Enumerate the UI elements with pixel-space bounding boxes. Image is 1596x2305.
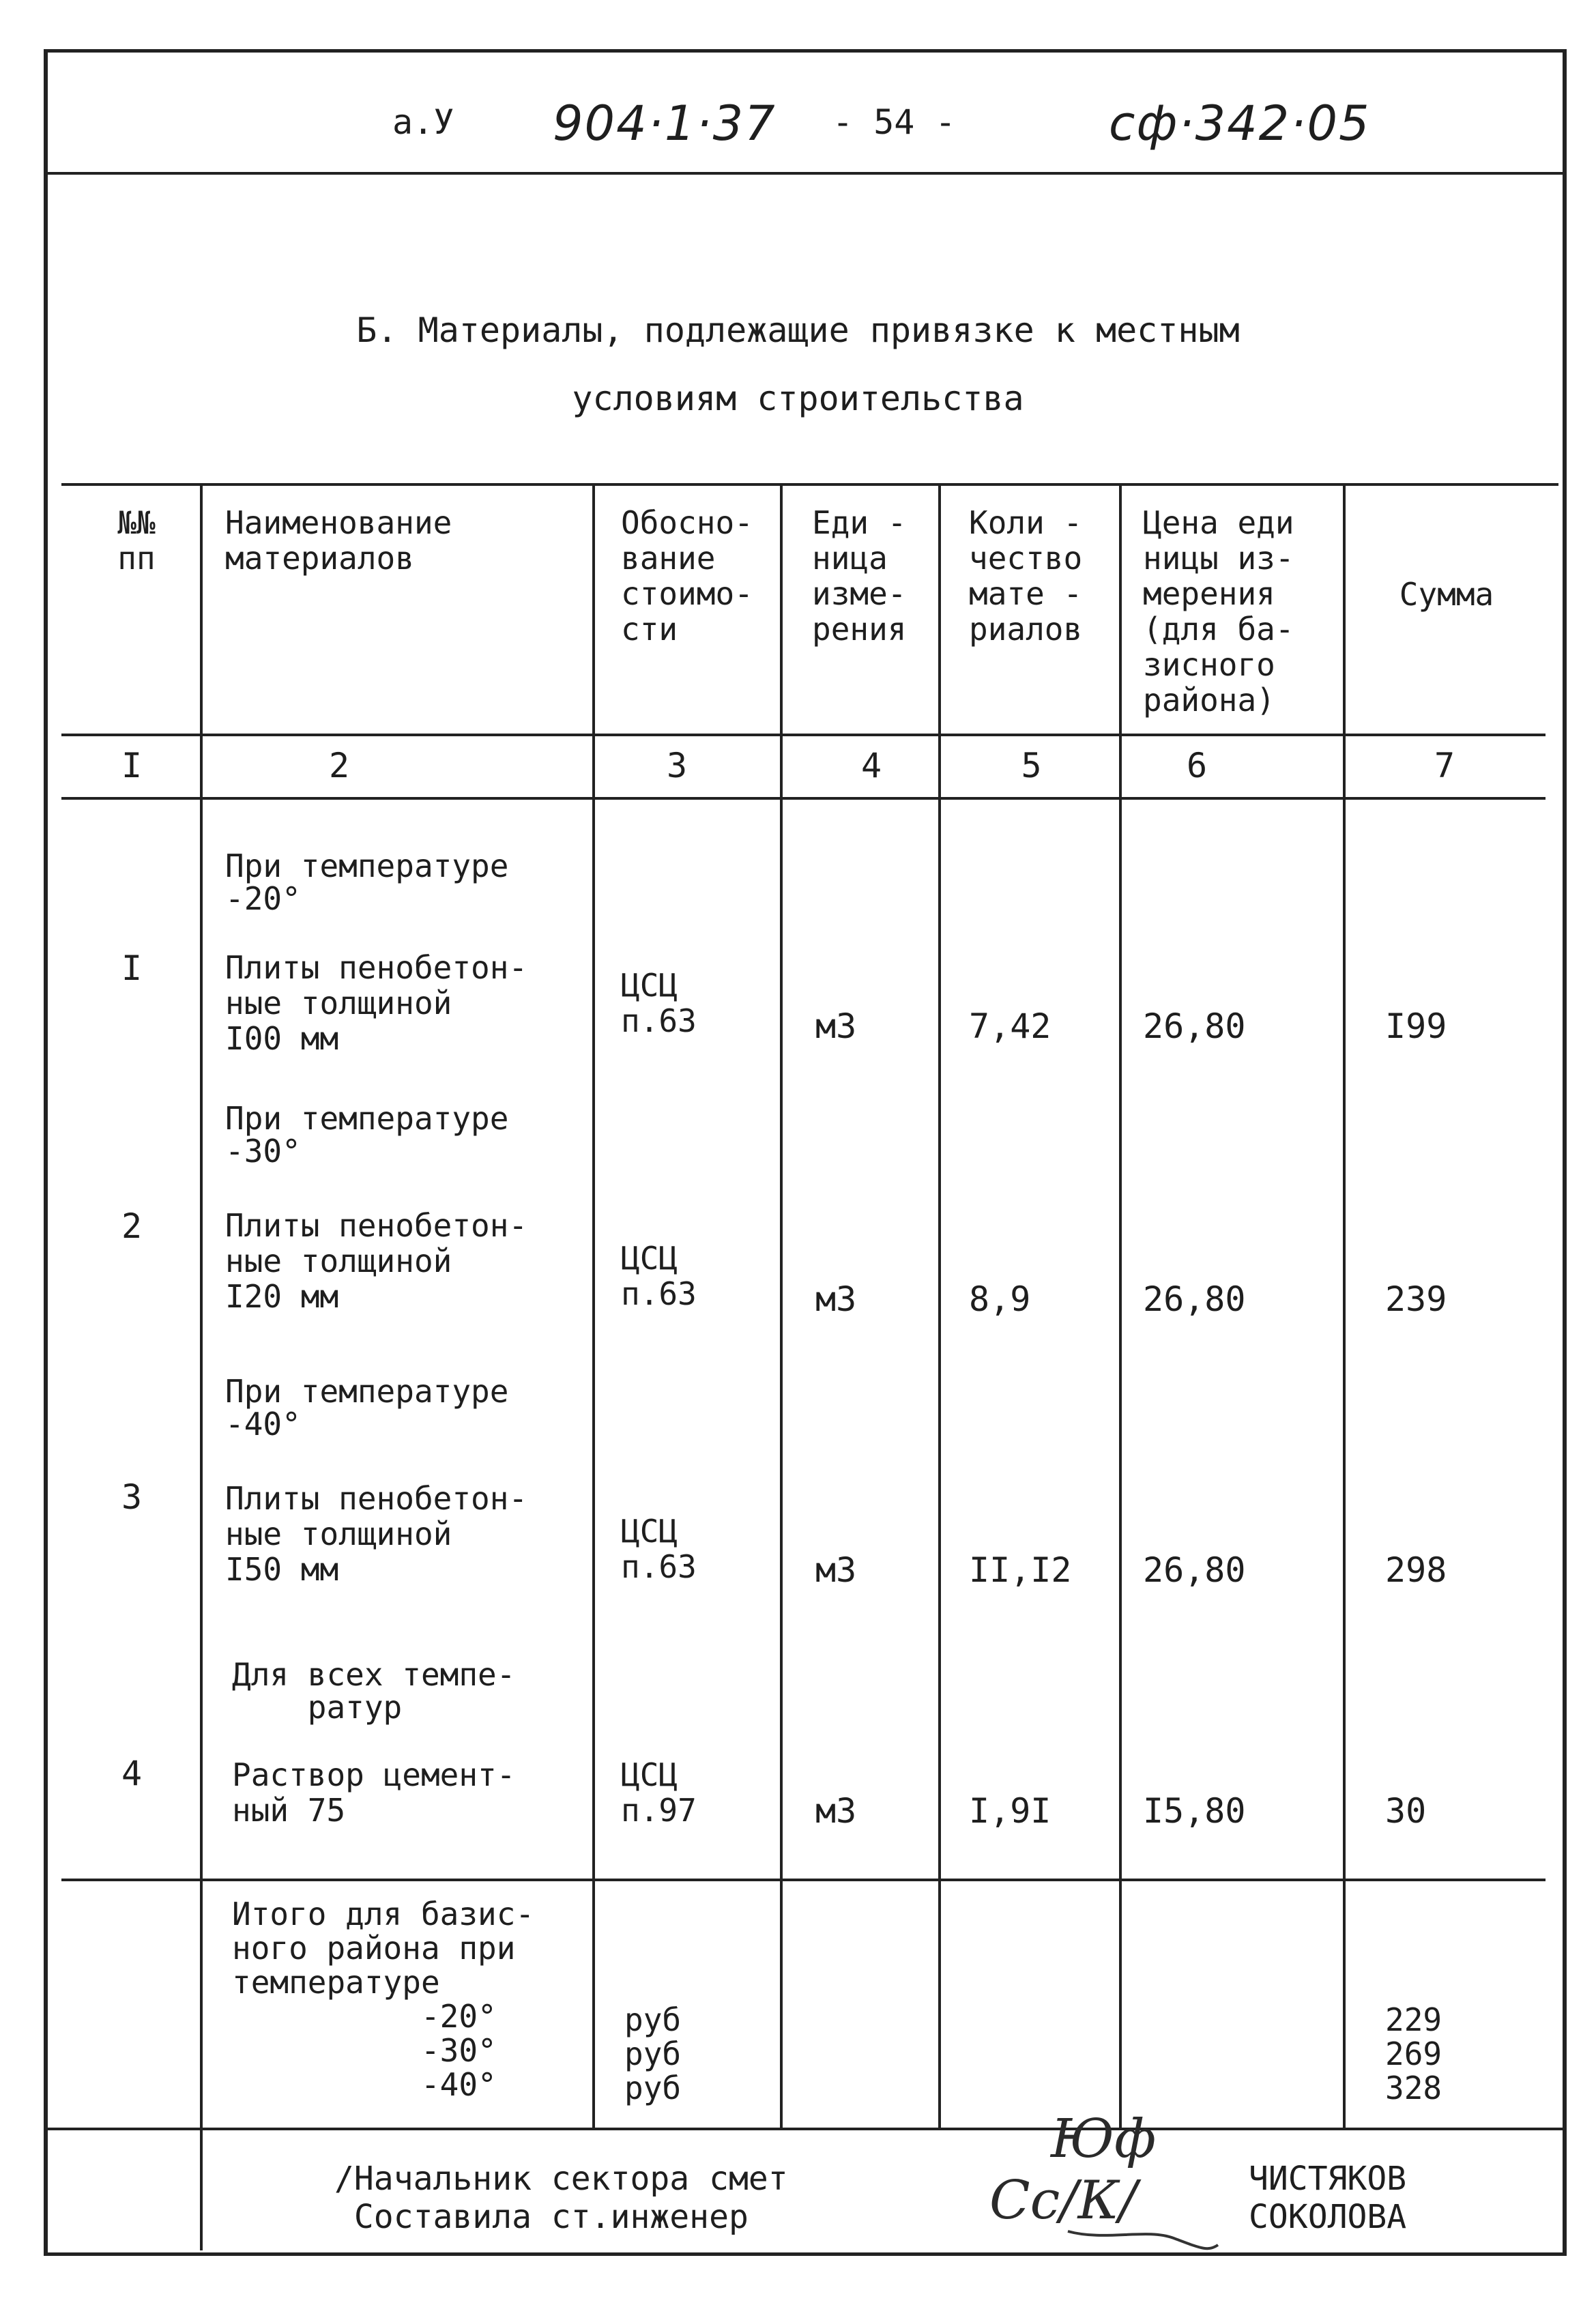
colnum-1: I — [121, 746, 143, 785]
col-divider-6 — [1343, 483, 1346, 2128]
material-name: Раствор цемент- ный 75 — [232, 1756, 516, 1829]
total-label: Итого для базис- ного района при температуре -20° -30° -40° — [232, 1896, 535, 2103]
row-sum: 239 — [1385, 1279, 1447, 1319]
project-number: 904·1·37 — [553, 96, 777, 151]
group-heading: При температуре -30° — [225, 1100, 509, 1170]
colnum-5: 5 — [1021, 746, 1042, 785]
row-number: 3 — [121, 1477, 143, 1517]
row-number: 4 — [121, 1754, 143, 1793]
colnum-2: 2 — [328, 746, 350, 785]
group-heading: Для всех темпе- ратур — [232, 1656, 516, 1726]
unit: м3 — [815, 1791, 857, 1831]
head-sum: Сумма — [1399, 576, 1494, 613]
head-name: Наименование материалов — [225, 504, 452, 577]
head-price: Цена еди ницы из- мерения (для ба- зисного района) — [1143, 504, 1294, 719]
header-divider — [44, 172, 1563, 175]
quantity: 8,9 — [969, 1279, 1031, 1319]
unit-price: 26,80 — [1143, 1006, 1246, 1046]
unit: м3 — [815, 1006, 857, 1046]
table-head-divider — [61, 734, 1546, 736]
col-divider-5 — [1119, 483, 1122, 2128]
table-top-border — [61, 483, 1558, 486]
head-quantity: Коли - чество мате - риалов — [969, 504, 1083, 648]
quantity: II,I2 — [969, 1550, 1072, 1590]
quantity: 7,42 — [969, 1006, 1051, 1046]
unit-price: 26,80 — [1143, 1279, 1246, 1319]
row-sum: 30 — [1385, 1791, 1427, 1831]
col-divider-2 — [592, 483, 595, 2128]
colnum-6: 6 — [1186, 746, 1208, 785]
row-sum: I99 — [1385, 1006, 1447, 1046]
table-bottom-border — [44, 2128, 1563, 2130]
col-divider-4 — [938, 483, 941, 2128]
head-unit: Еди - ница изме- рения — [812, 504, 907, 648]
head-basis: Обосно- вание стоимо- сти — [621, 504, 753, 648]
material-name: Плиты пенобетон- ные толщиной I20 мм — [225, 1207, 528, 1315]
group-heading: При температуре -20° — [225, 847, 509, 917]
unit-price: 26,80 — [1143, 1550, 1246, 1590]
signature-flourish — [1064, 2204, 1221, 2259]
signature-roles: /Начальник сектора смет Составила ст.инженер — [334, 2160, 788, 2236]
page-number: - 54 - — [832, 102, 956, 142]
row-number: I — [121, 948, 143, 988]
total-units: руб руб руб — [624, 2001, 682, 2106]
material-name: Плиты пенобетон- ные толщиной I00 мм — [225, 949, 528, 1057]
sheet-code: сф·342·05 — [1109, 96, 1371, 151]
row-sum: 298 — [1385, 1550, 1447, 1590]
unit-price: I5,80 — [1143, 1791, 1246, 1831]
head-number: №№ пп — [117, 504, 156, 577]
total-sums: 229 269 328 — [1385, 2001, 1442, 2106]
unit: м3 — [815, 1279, 857, 1319]
series-code: а.У — [392, 102, 454, 142]
colnum-7: 7 — [1434, 746, 1455, 785]
colnum-4: 4 — [860, 746, 882, 785]
cost-basis: ЦСЦ п.63 — [621, 1513, 697, 1585]
table-total-divider — [61, 1879, 1546, 1881]
quantity: I,9I — [969, 1791, 1051, 1831]
material-name: Плиты пенобетон- ные толщиной I50 мм — [225, 1480, 528, 1588]
cost-basis: ЦСЦ п.63 — [621, 967, 697, 1039]
cost-basis: ЦСЦ п.97 — [621, 1756, 697, 1829]
signature-names: ЧИСТЯКОВ СОКОЛОВА — [1249, 2160, 1407, 2236]
row-number: 2 — [121, 1206, 143, 1246]
section-title: Б. Материалы, подлежащие привязке к местным — [356, 310, 1240, 350]
cost-basis: ЦСЦ п.63 — [621, 1240, 697, 1312]
col-divider-3 — [780, 483, 783, 2128]
group-heading: При температуре -40° — [225, 1373, 509, 1443]
table-colnum-divider — [61, 797, 1546, 800]
handwritten-signature-1: Юф — [1051, 2108, 1157, 2170]
unit: м3 — [815, 1550, 857, 1590]
section-subtitle: условиям строительства — [572, 379, 1024, 418]
colnum-3: 3 — [666, 746, 688, 785]
handwritten-signature-2: Сс/К/ — [989, 2170, 1137, 2231]
